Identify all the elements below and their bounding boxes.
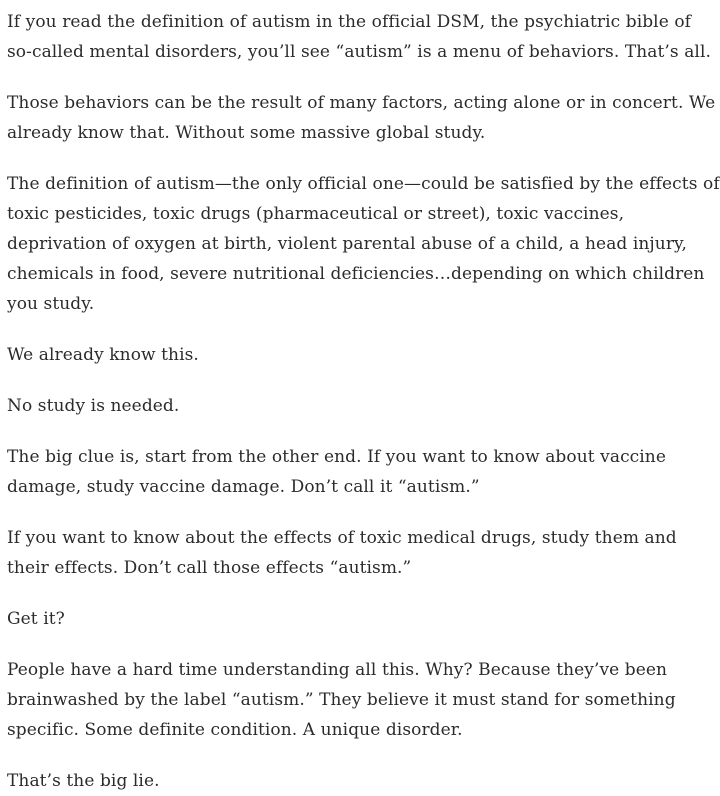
paragraph: No study is needed.: [7, 396, 180, 416]
paragraph: If you want to know about the effects of toxic medical drugs, study them and their effects. Don’t call those effects “autism.”: [7, 528, 677, 578]
paragraph: We already know this.: [7, 345, 199, 365]
paragraph: Those behaviors can be the result of many factors, acting alone or in concert. We already know that. Without some massive global study.: [7, 93, 716, 143]
paragraph: Get it?: [7, 609, 65, 629]
paragraph: That’s the big lie.: [7, 771, 160, 791]
paragraph: The big clue is, start from the other end. If you want to know about vaccine damage, study vaccine damage. Don’t call it “autism.”: [7, 447, 666, 497]
paragraph: The definition of autism—the only official one—could be satisfied by the effects of toxic pesticides, toxic drugs (pharmaceutical or street), toxic vaccines, deprivation of oxygen at birth, violent parental abuse of a child, a head injury, chemicals in food, severe nutritional deficiencies…depending on which children you study.: [7, 174, 720, 314]
paragraph: People have a hard time understanding all this. Why? Because they’ve been brainwashed by the label “autism.” They believe it must stand for something specific. Some definite condition. A unique disorder.: [7, 660, 676, 740]
paragraph: If you read the definition of autism in the official DSM, the psychiatric bible of so-called mental disorders, you’ll see “autism” is a menu of behaviors. That’s all.: [7, 12, 711, 62]
